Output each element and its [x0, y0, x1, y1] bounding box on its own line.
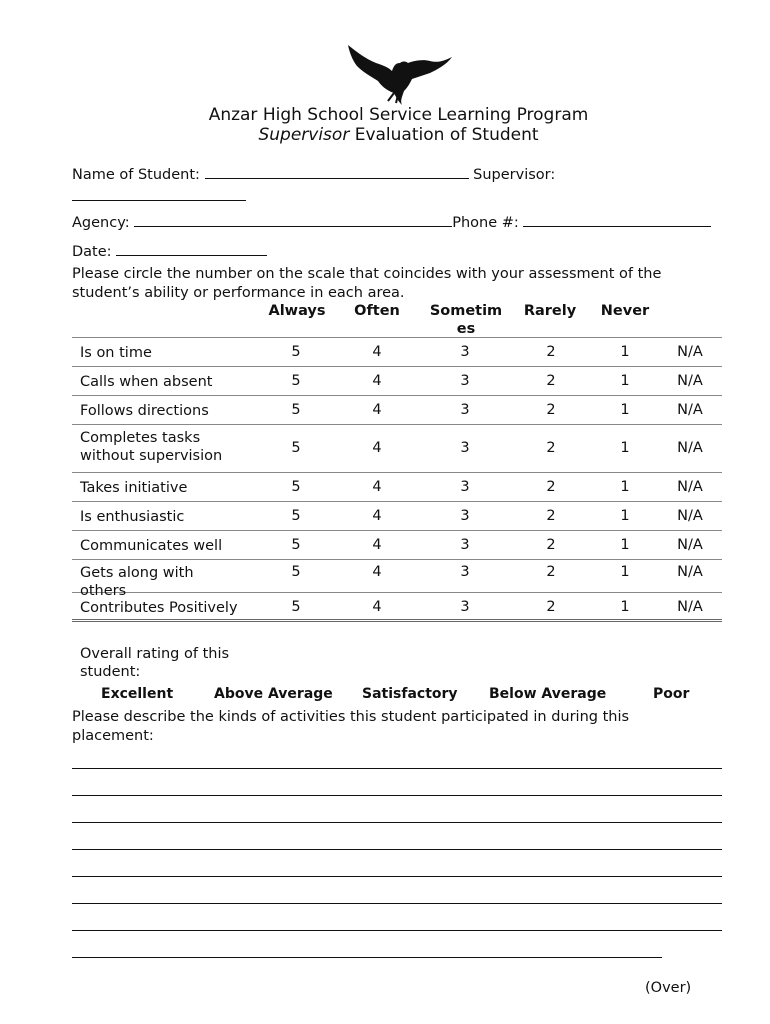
date-row — [72, 242, 267, 260]
scale-option[interactable]: 1 — [620, 564, 630, 580]
scale-option[interactable]: 5 — [291, 564, 301, 580]
scale-option[interactable]: 5 — [291, 599, 301, 615]
scale-option[interactable]: N/A — [677, 537, 703, 553]
scale-option[interactable]: 1 — [620, 373, 630, 389]
criterion-label: Follows directions — [80, 403, 209, 419]
scale-option[interactable]: 2 — [546, 508, 556, 524]
scale-option[interactable]: N/A — [677, 402, 703, 418]
form-title: Anzar High School Service Learning Program — [208, 105, 589, 125]
scale-option[interactable]: 1 — [620, 508, 630, 524]
header-always: Always — [268, 303, 326, 319]
supervisor-input[interactable] — [72, 200, 246, 201]
criterion-row — [72, 396, 722, 425]
scale-option[interactable]: N/A — [677, 344, 703, 360]
supervisor-label: Supervisor: — [473, 167, 556, 183]
scale-option[interactable]: 1 — [620, 440, 630, 456]
scale-option[interactable]: N/A — [677, 440, 703, 456]
scale-option[interactable]: 3 — [460, 402, 470, 418]
scale-option[interactable]: 4 — [372, 344, 382, 360]
scale-option[interactable]: N/A — [677, 564, 703, 580]
header-never: Never — [600, 303, 650, 319]
rating-below-average[interactable]: Below Average — [489, 686, 607, 702]
scale-option[interactable]: 5 — [291, 373, 301, 389]
phone-input[interactable] — [523, 213, 711, 227]
date-input[interactable] — [116, 242, 267, 256]
header-sometimes: Sometim es — [429, 303, 503, 337]
scale-option[interactable]: 5 — [291, 479, 301, 495]
scale-option[interactable]: 3 — [460, 479, 470, 495]
scale-option[interactable]: 1 — [620, 479, 630, 495]
scale-option[interactable]: 3 — [460, 537, 470, 553]
rating-excellent[interactable]: Excellent — [101, 686, 174, 702]
scale-option[interactable]: 2 — [546, 440, 556, 456]
scale-option[interactable]: 2 — [546, 402, 556, 418]
activities-line[interactable] — [72, 822, 722, 823]
scale-option[interactable]: N/A — [677, 479, 703, 495]
subtitle-rest: Evaluation of Student — [349, 125, 539, 145]
criterion-label: Gets along with others — [80, 565, 194, 599]
scale-option[interactable]: 4 — [372, 599, 382, 615]
header-often: Often — [354, 303, 400, 319]
criterion-label: Is on time — [80, 345, 152, 361]
criterion-label: Completes tasks without supervision — [80, 430, 223, 464]
form-subtitle — [0, 125, 770, 145]
subtitle-italic: Supervisor — [258, 125, 350, 145]
over-note: (Over) — [645, 980, 692, 996]
activities-line[interactable] — [72, 795, 722, 796]
scale-option[interactable]: 5 — [291, 508, 301, 524]
scale-option[interactable]: 2 — [546, 373, 556, 389]
criterion-row — [72, 560, 722, 599]
overall-label-text: Overall rating of this student: — [80, 646, 230, 680]
scale-option[interactable]: 3 — [460, 373, 470, 389]
scale-option[interactable]: 5 — [291, 440, 301, 456]
criterion-label: Contributes Positively — [80, 600, 238, 616]
scale-option[interactable]: N/A — [677, 373, 703, 389]
instructions: Please circle the number on the scale that coincides with your assessment of the student’s ability or performance in each area. — [72, 266, 662, 301]
criterion-row — [72, 531, 722, 560]
criterion-row — [72, 593, 722, 622]
criterion-label: Calls when absent — [80, 374, 213, 390]
scale-option[interactable]: 4 — [372, 479, 382, 495]
scale-option[interactable]: N/A — [677, 599, 703, 615]
scale-option[interactable]: 3 — [460, 440, 470, 456]
scale-option[interactable]: 1 — [620, 402, 630, 418]
criterion-row — [72, 502, 722, 531]
scale-option[interactable]: 2 — [546, 479, 556, 495]
scale-option[interactable]: 1 — [620, 344, 630, 360]
scale-option[interactable]: 2 — [546, 537, 556, 553]
criterion-row — [72, 367, 722, 396]
activities-line[interactable] — [72, 930, 722, 931]
criterion-label: Takes initiative — [80, 480, 188, 496]
overall-rating-label — [80, 645, 250, 681]
scale-option[interactable]: 5 — [291, 344, 301, 360]
activities-line[interactable] — [72, 903, 722, 904]
rating-above-average[interactable]: Above Average — [214, 686, 333, 702]
rating-poor[interactable]: Poor — [653, 686, 690, 702]
header-rarely: Rarely — [523, 303, 577, 319]
ratings-table — [72, 337, 722, 622]
scale-option[interactable]: 2 — [546, 599, 556, 615]
criterion-label: Communicates well — [80, 538, 223, 554]
scale-option[interactable]: 2 — [546, 344, 556, 360]
criterion-label: Is enthusiastic — [80, 509, 185, 525]
scale-option[interactable]: 2 — [546, 564, 556, 580]
activities-line[interactable] — [72, 768, 722, 769]
scale-option[interactable]: N/A — [677, 508, 703, 524]
agency-phone-row — [72, 213, 711, 231]
criterion-row — [72, 425, 722, 473]
student-supervisor-row — [72, 165, 555, 183]
scale-option[interactable]: 1 — [620, 599, 630, 615]
agency-input[interactable] — [134, 213, 452, 227]
criterion-row — [72, 473, 722, 502]
scale-option[interactable]: 4 — [372, 537, 382, 553]
scale-option[interactable]: 3 — [460, 564, 470, 580]
scale-option[interactable]: 4 — [372, 402, 382, 418]
scale-option[interactable]: 4 — [372, 373, 382, 389]
criterion-row — [72, 338, 722, 367]
scale-option[interactable]: 1 — [620, 537, 630, 553]
eagle-logo — [344, 43, 454, 105]
date-label: Date: — [72, 244, 112, 260]
scale-option[interactable]: 5 — [291, 402, 301, 418]
activities-line[interactable] — [72, 849, 722, 850]
student-name-input[interactable] — [205, 165, 469, 179]
scale-option[interactable]: 3 — [460, 599, 470, 615]
rating-satisfactory[interactable]: Satisfactory — [362, 686, 458, 702]
scale-option[interactable]: 3 — [460, 344, 470, 360]
scale-option[interactable]: 4 — [372, 440, 382, 456]
student-label: Name of Student: — [72, 167, 200, 183]
scale-option[interactable]: 3 — [460, 508, 470, 524]
activities-line[interactable] — [72, 876, 722, 877]
scale-option[interactable]: 5 — [291, 537, 301, 553]
phone-label: Phone #: — [452, 215, 519, 231]
activities-line[interactable] — [72, 957, 662, 958]
agency-label: Agency: — [72, 215, 130, 231]
activities-prompt: Please describe the kinds of activities this student participated in during this placement: — [72, 709, 630, 744]
scale-option[interactable]: 4 — [372, 564, 382, 580]
scale-option[interactable]: 4 — [372, 508, 382, 524]
